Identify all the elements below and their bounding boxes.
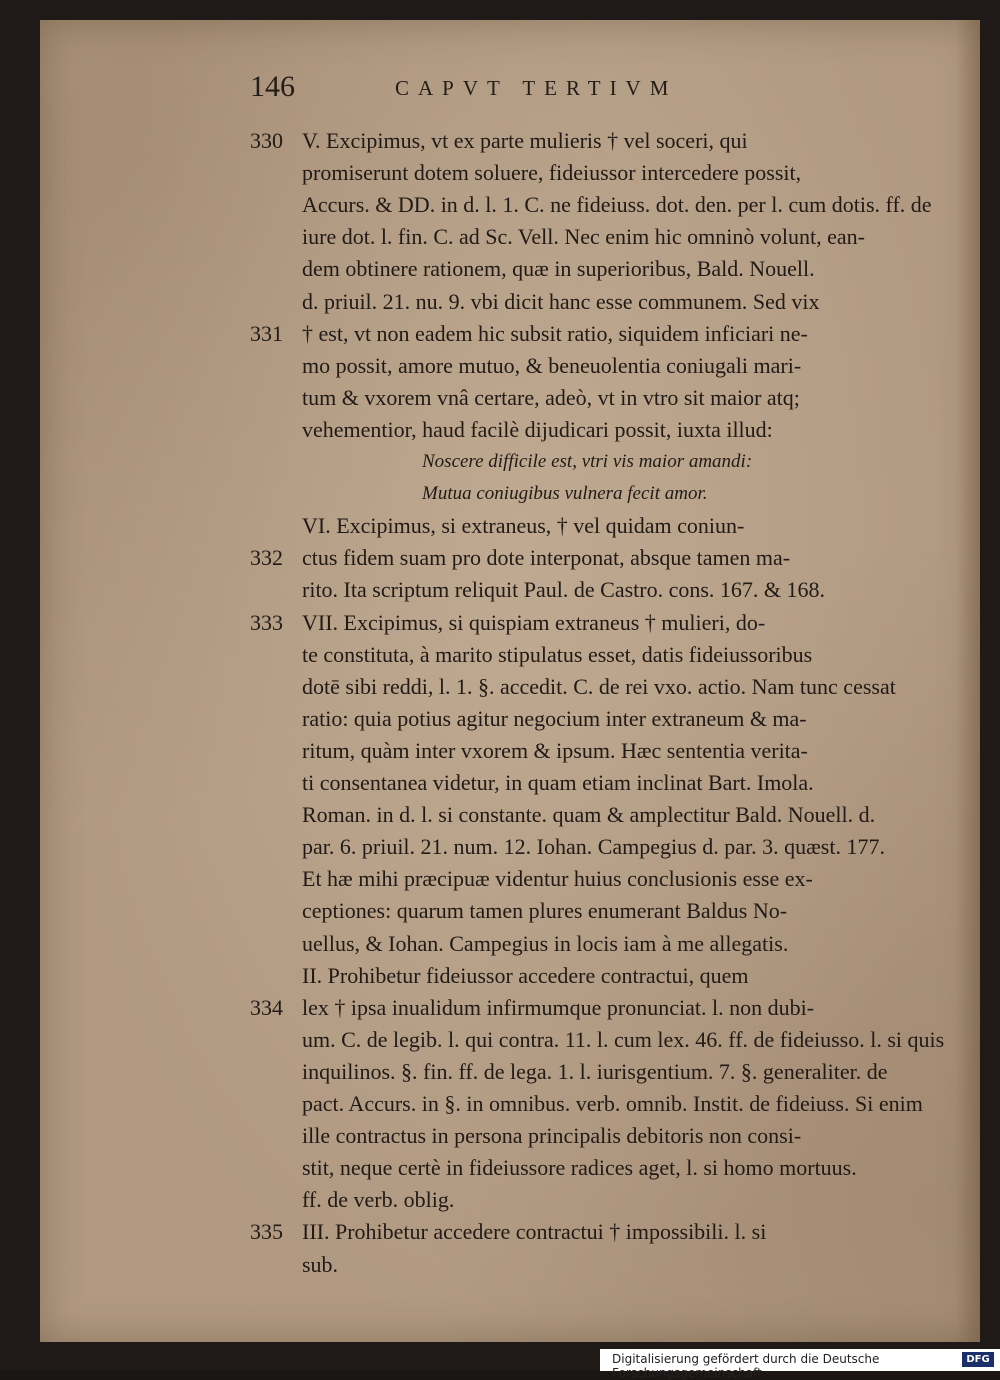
text-line: [250, 1024, 944, 1056]
text-line: [250, 992, 814, 1024]
line-text: promiserunt dotem soluere, fideiussor intercedere possit,: [302, 160, 802, 186]
line-text: III. Prohibetur accedere contractui † impossibili. l. si: [302, 1219, 767, 1245]
line-text: Mutua coniugibus vulnera fecit amor.: [422, 483, 708, 505]
line-text: Noscere difficile est, vtri vis maior amandi:: [422, 451, 753, 472]
line-text: pact. Accurs. in §. in omnibus. verb. omnib. Instit. de fideiuss. Si enim: [302, 1091, 923, 1116]
text-line: [250, 414, 773, 446]
text-line: [250, 574, 825, 606]
page-header: [250, 62, 930, 112]
text-line: [250, 735, 808, 767]
footer-credit: Digitalisierung gefördert durch die Deutsche Forschungsgemeinschaft ·: [612, 1352, 880, 1380]
text-line: [250, 510, 744, 542]
running-title: CAPVT TERTIVM: [395, 76, 678, 100]
page-number: 146: [250, 70, 295, 103]
margin-number: 333: [250, 609, 283, 635]
text-line: [250, 863, 813, 895]
text-line: [250, 350, 801, 382]
text-line: [250, 542, 790, 574]
line-text: ff. de verb. oblig.: [302, 1187, 455, 1213]
line-text: ille contractus in persona principalis debitoris non consi-: [302, 1123, 802, 1149]
text-line: [250, 1184, 454, 1216]
line-text: tum & vxorem vnâ certare, adeò, vt in vtro sit maior atq;: [302, 384, 800, 410]
line-text: Roman. in d. l. si constante. quam & amplectitur Bald. Nouell. d.: [302, 802, 876, 828]
line-text: VII. Excipimus, si quispiam extraneus † mulieri, do-: [302, 609, 766, 635]
line-text: ti consentanea videtur, in quam etiam inclinat Bart. Imola.: [302, 770, 814, 795]
line-text: ratio: quia potius agitur negocium inter extraneum & ma-: [302, 705, 807, 731]
line-text: rito. Ita scriptum reliquit Paul. de Castro. cons. 167. & 168.: [302, 577, 826, 603]
line-text: stit, neque certè in fideiussore radices aget, l. si homo mortuus.: [302, 1155, 857, 1181]
text-line: [250, 253, 815, 285]
text-line: [250, 928, 788, 960]
line-text: Et hæ mihi præcipuæ videntur huius conclusionis esse ex-: [302, 866, 813, 892]
text-line: [250, 607, 765, 639]
line-text: Accurs. & DD. in d. l. 1. C. ne fideiuss. dot. den. per l. cum dotis. ff. de: [302, 192, 932, 218]
line-text: iure dot. l. fin. C. ad Sc. Vell. Nec enim hic omninò volunt, ean-: [302, 224, 865, 250]
text-line: [250, 1120, 801, 1152]
margin-number: 335: [250, 1219, 283, 1245]
line-text: sub.: [302, 1251, 339, 1277]
line-text: te constituta, à marito stipulatus esset, datis fideiussoribus: [302, 641, 813, 667]
dfg-logo: DFG: [962, 1352, 994, 1367]
line-text: dotē sibi reddi, l. 1. §. accedit. C. de rei vxo. actio. Nam tunc cessat: [302, 673, 896, 699]
line-text: uellus, & Iohan. Campegius in locis iam à me allegatis.: [302, 930, 789, 956]
line-text: VI. Excipimus, si extraneus, † vel quidam coniun-: [302, 513, 745, 539]
text-line: [250, 157, 801, 189]
text-line: [250, 960, 749, 992]
line-text: um. C. de legib. l. qui contra. 11. l. cum lex. 46. ff. de fideiusso. l. si quis: [302, 1026, 945, 1052]
line-text: lex † ipsa inualidum infirmumque pronunciat. l. non dubi-: [302, 994, 815, 1020]
text-line: [250, 703, 807, 735]
text-line: [250, 1249, 338, 1281]
line-text: † est, vt non eadem hic subsit ratio, siquidem inficiari ne-: [302, 320, 808, 346]
line-text: dem obtinere rationem, quæ in superioribus, Bald. Nouell.: [302, 256, 815, 282]
digitization-footer: [600, 1349, 1000, 1380]
text-line: [250, 318, 808, 350]
line-text: ritum, quàm inter vxorem & ipsum. Hæc sententia verita-: [302, 737, 808, 763]
text-line: [250, 1216, 766, 1248]
text-line: [250, 286, 820, 318]
text-line: [250, 1056, 888, 1088]
text-line: [250, 1088, 923, 1120]
text-line: [250, 125, 748, 157]
line-text: inquilinos. §. fin. ff. de lega. 1. l. iurisgentium. 7. §. generaliter. de: [302, 1058, 888, 1084]
margin-number: 332: [250, 545, 283, 571]
text-line: [250, 189, 932, 221]
line-text: mo possit, amore mutuo, & beneuolentia coniugali mari-: [302, 352, 802, 378]
text-line: [250, 671, 896, 703]
margin-number: 330: [250, 128, 283, 153]
line-text: II. Prohibetur fideiussor accedere contractui, quem: [302, 962, 749, 988]
text-line: [250, 1152, 857, 1184]
text-line: [250, 767, 814, 799]
line-text: V. Excipimus, vt ex parte mulieris † vel soceri, qui: [302, 128, 748, 153]
text-line: [250, 831, 885, 863]
text-line: [250, 446, 752, 478]
line-text: ceptiones: quarum tamen plures enumerant Baldus No-: [302, 898, 788, 924]
line-text: ctus fidem suam pro dote interponat, absque tamen ma-: [302, 545, 791, 571]
page-edge: [956, 20, 980, 1342]
text-line: [250, 639, 812, 671]
line-text: vehementior, haud facilè dijudicari possit, iuxta illud:: [302, 416, 773, 442]
line-text: par. 6. priuil. 21. num. 12. Iohan. Campegius d. par. 3. quæst. 177.: [302, 834, 885, 860]
text-line: [250, 478, 708, 510]
text-line: [250, 382, 800, 414]
text-line: [250, 799, 875, 831]
margin-number: 334: [250, 994, 283, 1020]
line-text: d. priuil. 21. nu. 9. vbi dicit hanc esse communem. Sed vix: [302, 288, 820, 314]
text-line: [250, 895, 787, 927]
margin-number: 331: [250, 320, 283, 346]
text-line: [250, 221, 865, 253]
